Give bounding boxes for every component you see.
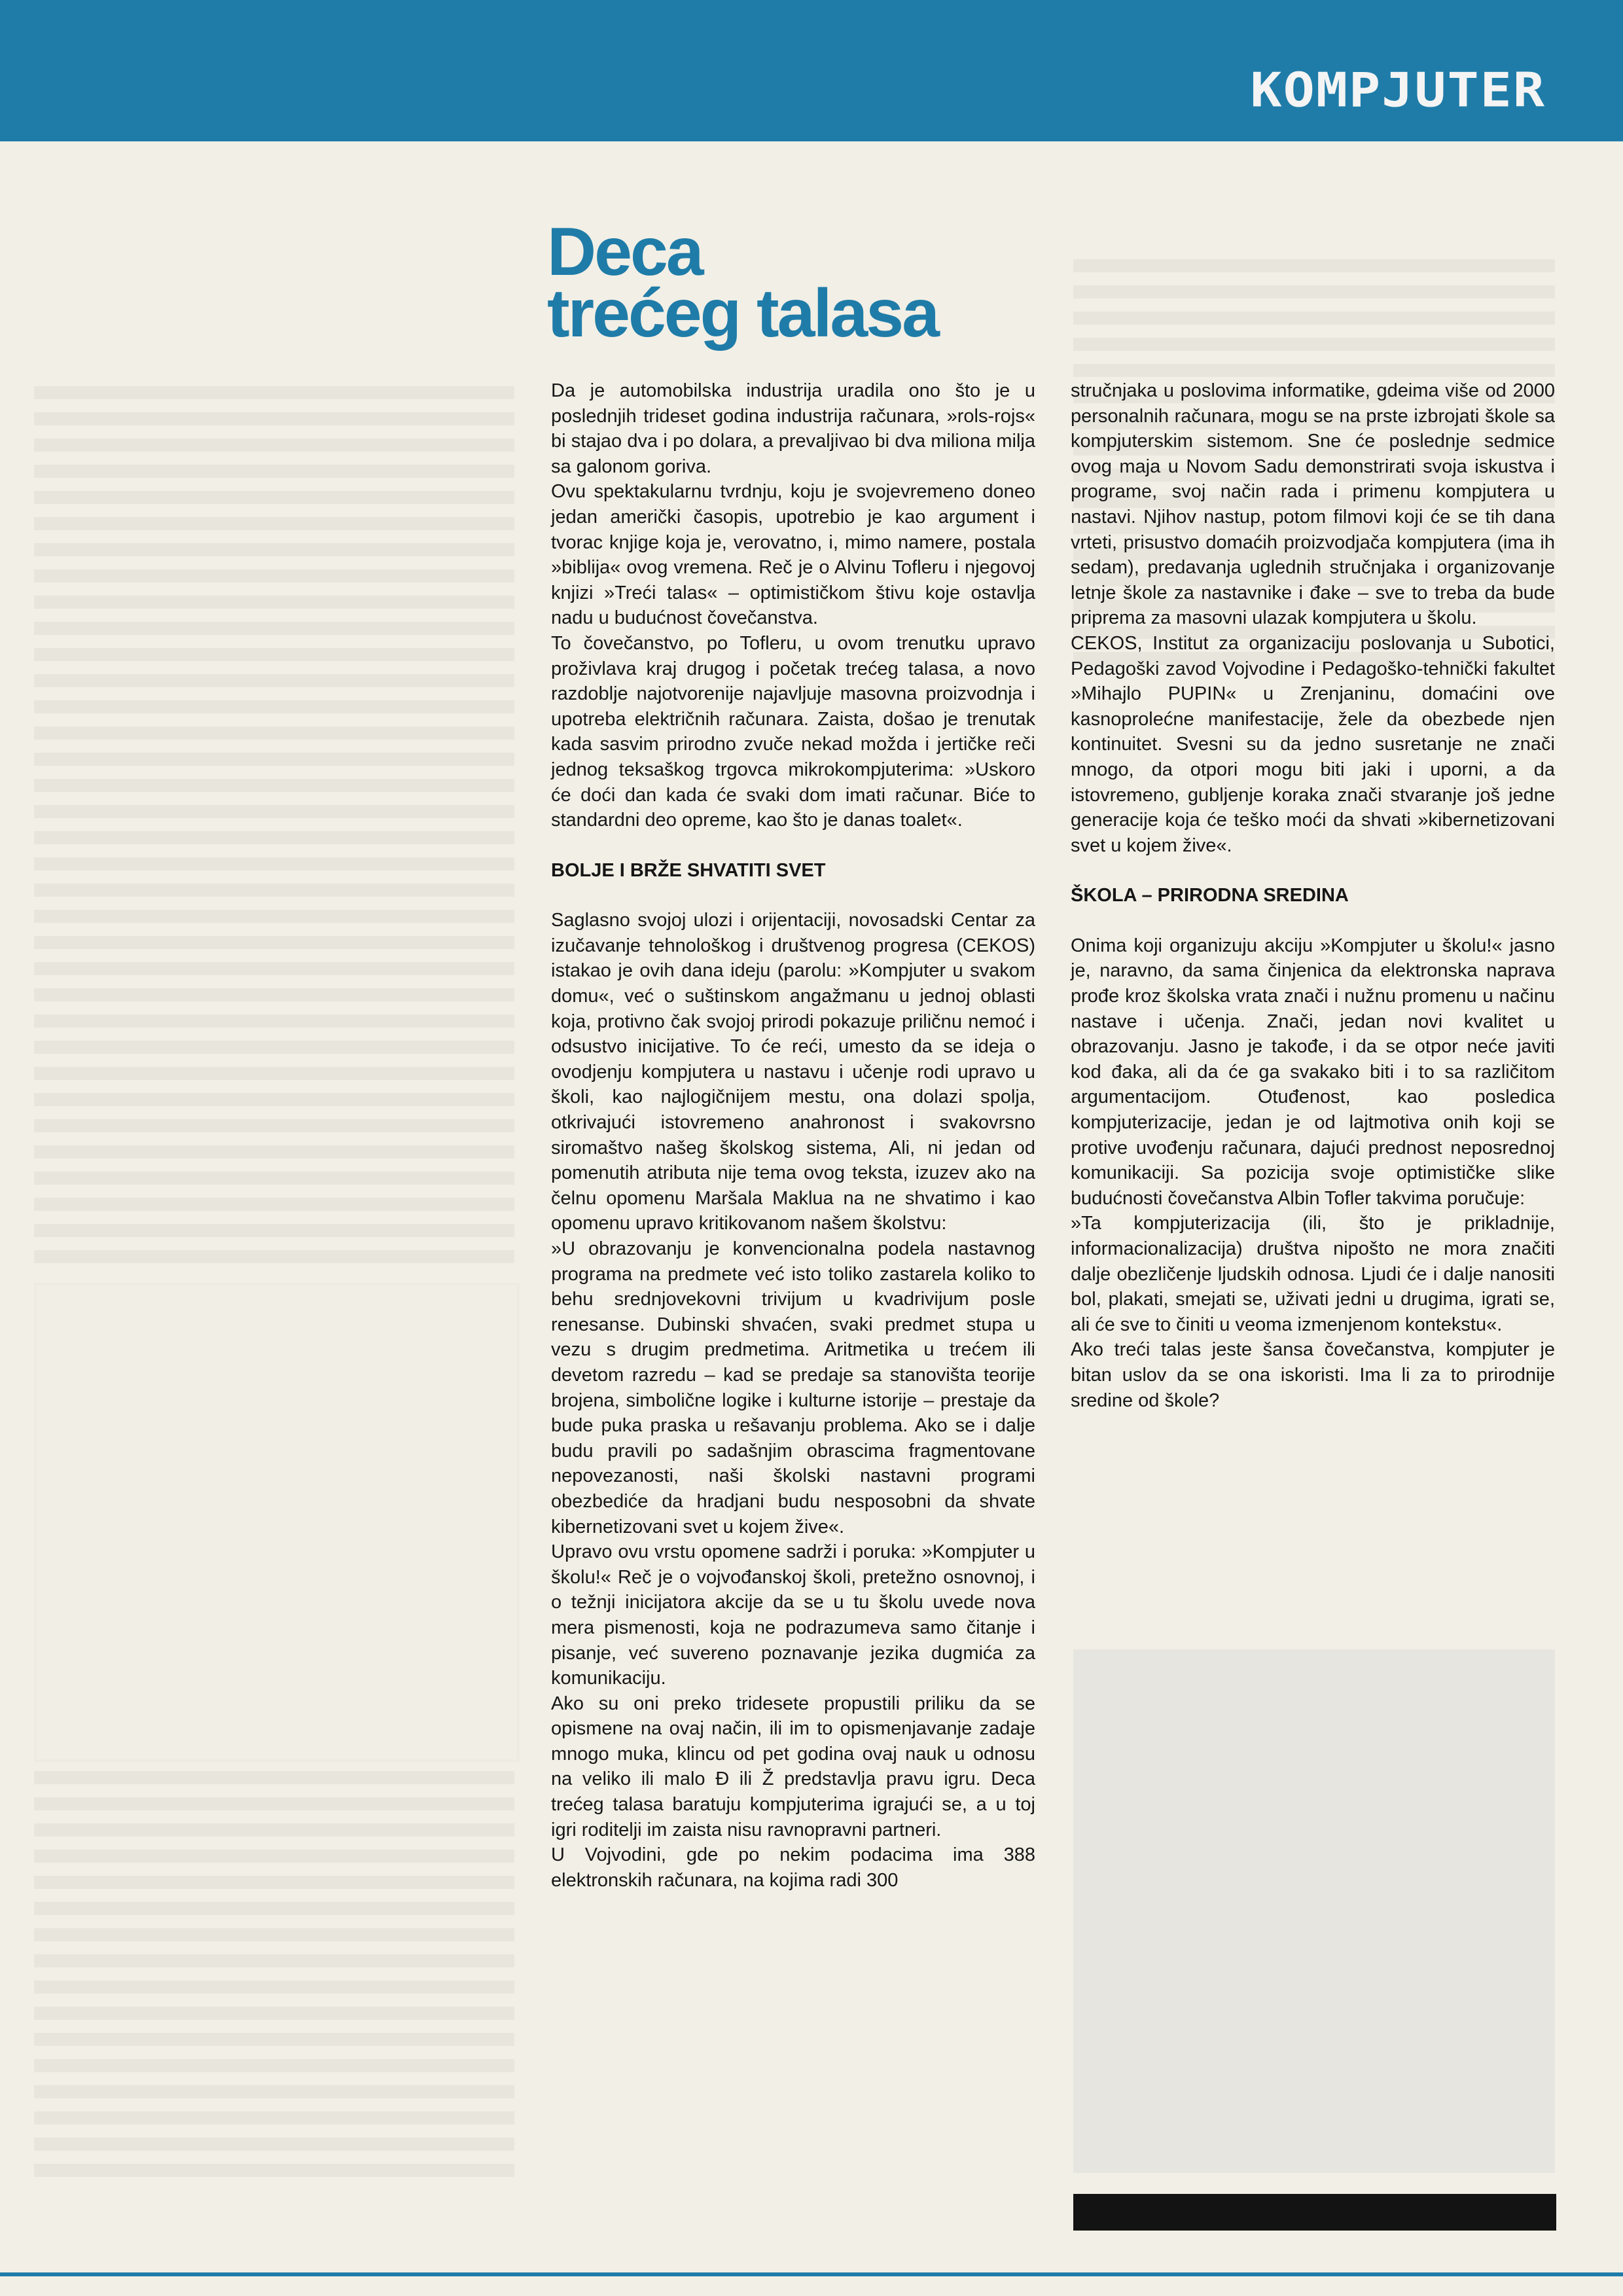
paragraph: »U obrazovanju je konvencionalna podela nastavnog programa na predmete već isto toliko zastarela koliko to behu srednjovekovni trivijum u kvadrivijum posle renesanse. Dubinski shvaćen, svaki predmet stupa u vezu s drugim predmetima. Aritmetika u trećem ili devetom razredu – kad se predaje sa stanovišta teorije brojena, simbolične logike i kulturne istorije – prestaje da bude puka praska u rešavanju problema. Ako se i dalje budu pravili po sadašnjim obrascima fragmentovane nepovezanosti, naši školski nastavni programi obezbediće da hradjani budu nesposobni da shvate kibernetizovani svet u kojem žive«. xyxy=(551,1238,1035,1537)
paragraph: Da je automobilska industrija uradila ono što je u poslednjih trideset godina industrija računara, »rols-rojs« bi stajao dva i po dolara, a prevaljivao bi dva miliona milja sa galonom goriva. xyxy=(551,380,1035,477)
article-column-left xyxy=(551,378,1035,1893)
title-line-1: Deca xyxy=(547,214,702,290)
paragraph: U Vojvodini, gde po nekim podacima ima 388 elektronskih računara, na kojima radi 300 xyxy=(551,1844,1035,1891)
photo-area xyxy=(1073,1649,1555,2173)
paragraph: Ako treći talas jeste šansa čovečanstva, kompjuter je bitan uslov da se ona iskoristi. Ima li za to prirodnije sredine od škole? xyxy=(1071,1339,1555,1411)
paragraph: Upravo ovu vrstu opomene sadrži i poruka: »Kompjuter u školu!« Reč je o vojvođanskoj školi, pretežno osnovnoj, i o težnji inicijatora akcije da se u tu školu uvede nova mera pismenosti, koja ne podrazumeva samo čitanje i pisanje, već suvereno poznavanje jezika dugmića za komunikaciju. xyxy=(551,1541,1035,1689)
title-line-2: trećeg talasa xyxy=(547,276,938,351)
section-heading: ŠKOLA – PRIRODNA SREDINA xyxy=(1071,885,1349,906)
caption-bar xyxy=(1073,2194,1556,2231)
section-heading: BOLJE I BRŽE SHVATITI SVET xyxy=(551,859,826,881)
paragraph: CEKOS, Institut za organizaciju poslovanja u Subotici, Pedagoški zavod Vojvodine i Pedagoško-tehnički fakultet »Mihajlo PUPIN« u Zrenjaninu, domaćini ove kasnoprolećne manifestacije, žele da obezbede njen kontinuitet. Svesni su da jedno susretanje ne znači mnogo, da otpori mogu biti jaki i uporni, a da istovremeno, gubljenje koraka znači stvaranje još jedne generacije koja će teško moći da shvati »kibernetizovani svet u kojem žive«. xyxy=(1071,632,1555,856)
paragraph: Ovu spektakularnu tvrdnju, koju je svojevremeno doneo jedan američki časopis, upotrebio je kao argument i tvorac knjige koja je, verovatno, i, mimo namere, postala »biblija« ovog vremena. Reč je o Alvinu Tofleru i njegovoj knjizi »Treći talas« – optimističkom štivu koje ostavlja nadu u budućnost čovečanstva. xyxy=(551,481,1035,629)
paragraph: »Ta kompjuterizacija (ili, što je prikladnije, informacionalizacija) društva nipošto ne mora značiti dalje obezličenje ljudskih odnosa. Ljudi će i dalje nanositi bol, plakati, smejati se, uživati jedni u drugima, igrati se, ali će sve to činiti u veoma izmenjenom kontekstu«. xyxy=(1071,1213,1555,1335)
paragraph: Ako su oni preko tridesete propustili priliku da se opismene na ovaj način, ili im to opismenjavanje zadaje mnogo muka, klincu od pet godina ovaj nauk u odnosu na veliko ili malo Đ ili Ž predstavlja pravu igru. Deca trećeg talasa baratuju kompjuterima igrajući se, a u toj igri roditelji im zaista nisu ravnopravni partneri. xyxy=(551,1693,1035,1840)
header-bar xyxy=(0,0,1623,141)
bottom-rule xyxy=(0,2272,1623,2276)
paragraph: Saglasno svojoj ulozi i orijentaciji, novosadski Centar za izučavanje tehnološkog i društvenog progresa (CEKOS) istakao je ovih dana ideju (parolu: »Kompjuter u svakom domu«, već o suštinskom angažmanu u jednoj oblasti koja, protivno čak svojoj prirodi pokazuje priličnu nemoć i odsustvo inicijative. To će reći, umesto da se ideja o ovodjenju kompjutera u nastavu i učenje rodi upravo u školi, kao najlogičnijem mestu, ona dolazi spolja, otkrivajući istovremeno anahronost i svakovrsno siromaštvo našeg školskog sistema, Ali, ni jedan od pomenutih atributa nije tema ovog teksta, izuzev ako na čelnu opomenu Maršala Maklua na ne shvatimo i kao opomenu upravo kritikovanom našem školstvu: xyxy=(551,910,1035,1234)
article-title xyxy=(547,214,1044,351)
article-column-right xyxy=(1071,378,1555,1413)
paragraph: Onima koji organizuju akciju »Kompjuter u školu!« jasno je, naravno, da sama činjenica da elektronska naprava prođe kroz školska vrata znači i nužnu promenu u načinu nastave i učenja. Znači, jedan novi kvalitet u obrazovanju. Jasno je takođe, i da se otpor neće javiti kod đaka, ali da će ga svakako biti i to sa različitom argumentacijom. Otuđenost, kao posledica kompjuterizacije, jedan je od lajtmotiva onih koji se protive uvođenju računara, dajući prednost neposrednoj komunikaciji. Sa pozicija svoje optimističke slike budućnosti čovečanstva Albin Tofler takvima poručuje: xyxy=(1071,935,1555,1209)
paragraph: stručnjaka u poslovima informatike, gdeima više od 2000 personalnih računara, mogu se na prste izbrojati škole sa kompjuterskim sistemom. Sne će poslednje sedmice ovog maja u Novom Sadu demonstrirati svoja iskustva i programe, svoj način rada i primenu kompjutera u nastavi. Njihov nastup, potom filmovi koji će se tih dana vrteti, prisustvo domaćih proizvodjača kompjutera (ima ih sedam), predavanja uglednih stručnjaka i organizovanje letnje škole za nastavnike i đake – sve to treba da bude priprema za masovni ulazak kompjutera u školu. xyxy=(1071,380,1555,629)
paragraph: To čovečanstvo, po Tofleru, u ovom trenutku upravo proživlava kraj drugog i početak trećeg talasa, a novo razdoblje najotvorenije najavljuje masovna proizvodnja i upotreba električnih računara. Zaista, došao je trenutak kada sasvim prirodno zvuče nekad možda i jertičke reči jednog teksaškog trgovca mikrokompjuterima: »Uskoro će doći dan kada će svaki dom imati računar. Biće to standardni deo opreme, kao što je danas toalet«. xyxy=(551,632,1035,831)
magazine-logo: KOMPJUTER xyxy=(1250,63,1546,118)
